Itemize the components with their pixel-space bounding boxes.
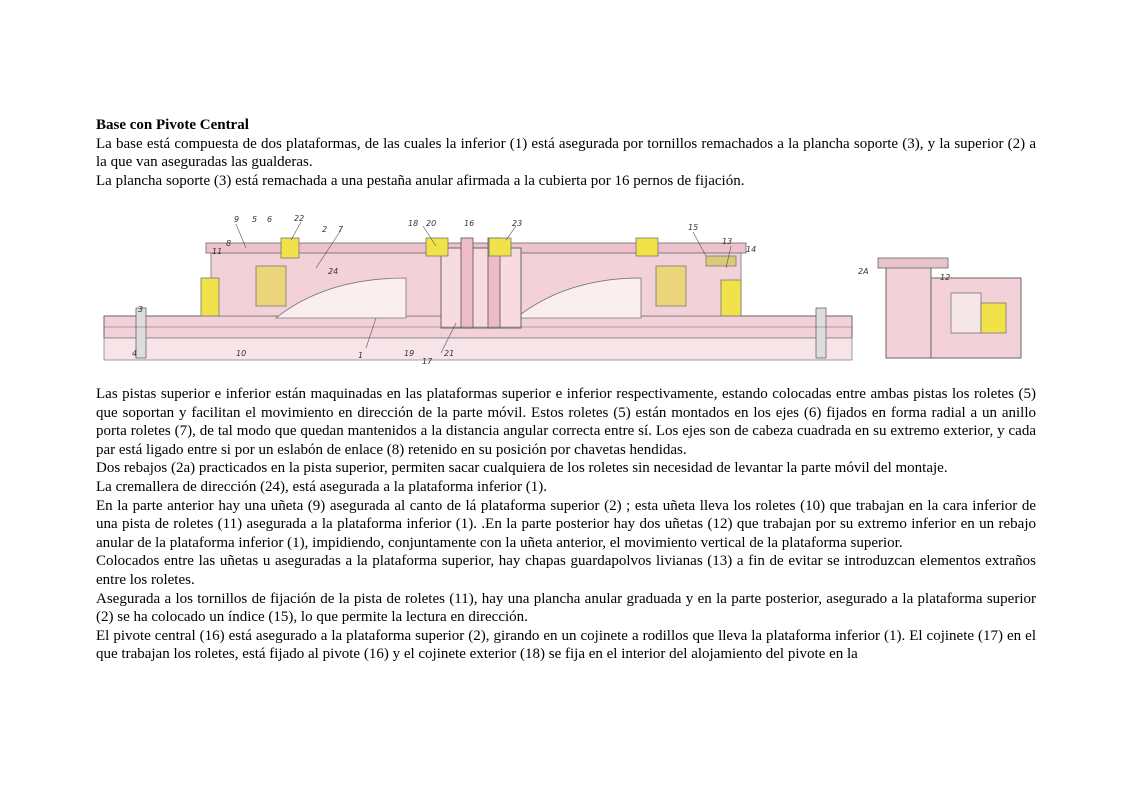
figure-label: 6: [267, 215, 273, 224]
figure-label: 21: [444, 349, 455, 358]
figure-label: 5: [252, 215, 258, 224]
figure-label: 1: [358, 351, 364, 360]
figure-label: 23: [512, 219, 523, 228]
figure-label: 16: [464, 219, 475, 228]
figure-label: 3: [138, 305, 144, 314]
intro-paragraph-1: La base está compuesta de dos plataformas, de las cuales la inferior (1) está asegurada por tornillos remachados a la plancha soporte (3), y la superior (2) a la que van aseguradas las gualderas.: [96, 135, 1036, 171]
figure-label: 8: [226, 239, 232, 248]
figure-label: 10: [236, 349, 247, 358]
body-section: [96, 385, 1036, 664]
intro-paragraph-2: La plancha soporte (3) está remachada a una pestaña anular afirmada a la cubierta por 16 pernos de fijación.: [96, 172, 745, 189]
figure-label: 22: [294, 214, 305, 223]
figure-label: 9: [234, 215, 240, 224]
figure-label: 13: [722, 237, 733, 246]
body-paragraph-1: Las pistas superior e inferior están maquinadas en las plataformas superior e inferior respectivamente, estando colocadas entre ambas pistas los roletes (5) que soportan y facilitan el movimiento en dirección de la parte móvil. Estos roletes (5) están montados en los ejes (6) fijados en forma radial a un anillo porta roletes (7), de tal modo que quedan mantenidos a la distancia angular correcta entre sí. Los ejes son de cabeza cuadrada en su extremo exterior, y cada par está ligado entre si por un eslabón de enlace (8) retenido en su posición por chavetas hendidas.: [96, 386, 1036, 458]
figure-label: 17: [422, 357, 433, 366]
body-paragraph-2: Dos rebajos (2a) practicados en la pista superior, permiten sacar cualquiera de los roletes sin necesidad de levantar la parte móvil del montaje.: [96, 460, 948, 477]
figure-label: 15: [688, 223, 699, 232]
figure-label: 11: [212, 247, 223, 256]
section-heading: Base con Pivote Central: [96, 117, 249, 133]
body-paragraph-3: La cremallera de dirección (24), está asegurada a la plataforma inferior (1).: [96, 478, 548, 495]
intro-section: [96, 116, 1036, 190]
pivot-base-cross-section-drawing: [96, 208, 1036, 373]
figure-label: 2: [322, 225, 328, 234]
body-paragraph-7: El pivote central (16) está asegurado a la plataforma superior (2), girando en un cojinete a rodillos que lleva la plataforma inferior (1). El cojinete (17) en el que trabajan los roletes, está fijado al pivote (16) y el cojinete exterior (18) se fija en el interior del alojamiento del pivote en la: [96, 627, 1036, 663]
figure-label: 18: [408, 219, 419, 228]
figure-label: 2A: [858, 267, 869, 276]
figure-label: 20: [426, 219, 437, 228]
body-paragraph-5: Colocados entre las uñetas u aseguradas a la plataforma superior, hay chapas guardapolvos livianas (13) a fin de evitar se introduzcan elementos extraños entre los roletes.: [96, 553, 1036, 588]
figure-label: 12: [940, 273, 951, 282]
figure-label: 14: [746, 245, 757, 254]
body-paragraph-6: Asegurada a los tornillos de fijación de la pista de roletes (11), hay una plancha anular graduada y en la parte posterior, asegurado a la plataforma superior (2) se ha colocado un índice (15), lo que permite la lectura en dirección.: [96, 590, 1036, 626]
figure-label: 4: [132, 349, 138, 358]
figure-label: 7: [338, 225, 344, 234]
figure-label: 19: [404, 349, 415, 358]
body-paragraph-4: En la parte anterior hay una uñeta (9) asegurada al canto de lá plataforma superior (2) ; esta uñeta lleva los roletes (10) que trabajan en la cara inferior de una pista de roletes (11) asegurada a la plataforma inferior (1). .En la parte posterior hay dos uñetas (12) que trabajan por su extremo inferior en un rebajo anular de la plataforma inferior (1), impidiendo, conjuntamente con la uñeta anterior, el movimiento vertical de la plataforma superior.: [96, 497, 1036, 551]
figure-label: 24: [328, 267, 339, 276]
